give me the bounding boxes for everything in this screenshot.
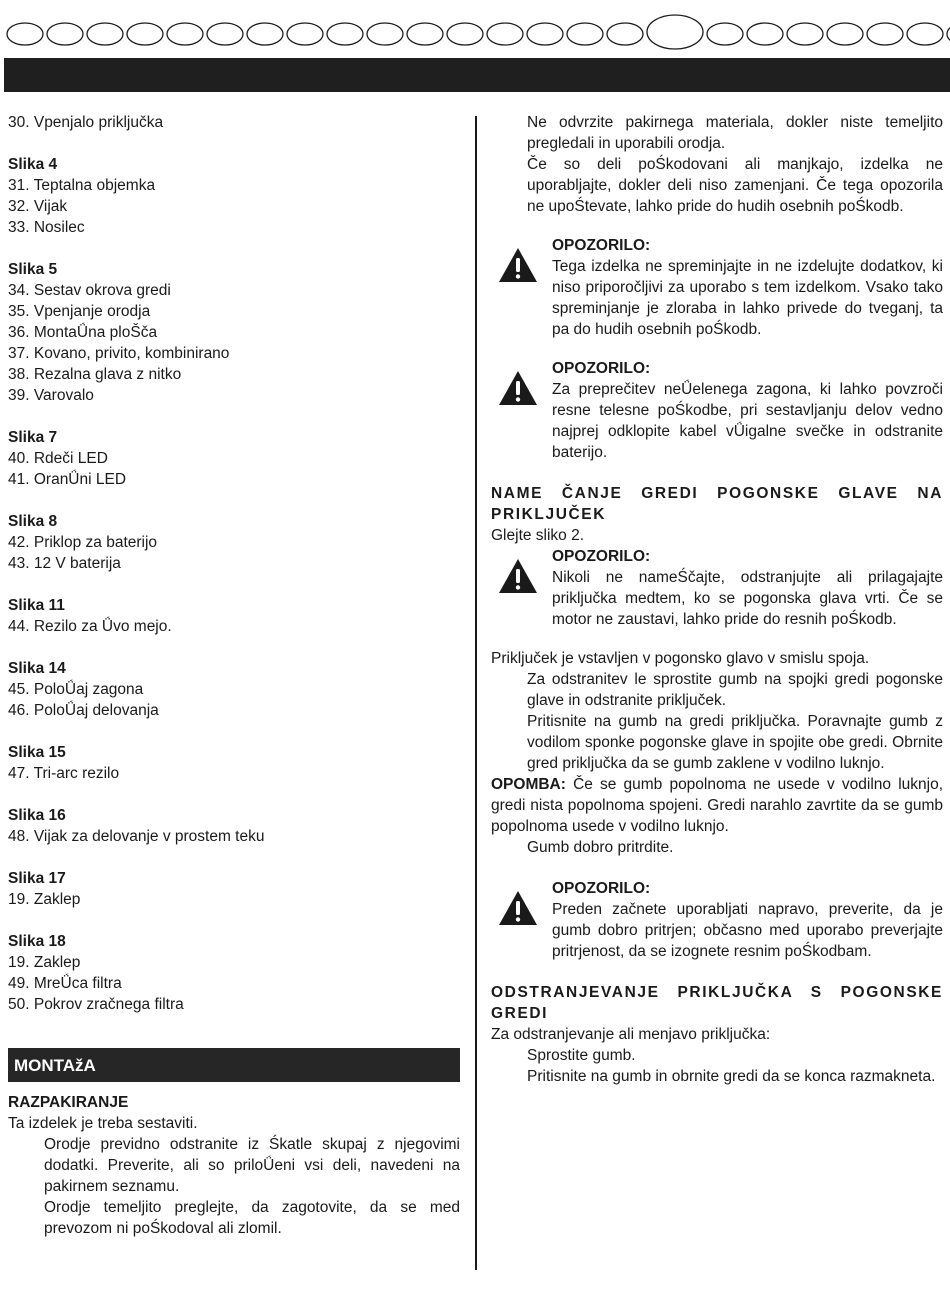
parts-list-item: 41. OranǗni LED [8,471,127,488]
header-oval [707,23,743,45]
figure-title: Slika 16 [8,807,66,824]
parts-list-item: 47. Tri-arc rezilo [8,765,120,782]
montaza-heading: MONTAžA [8,1048,460,1082]
warning-triangle-icon [498,558,538,594]
right-column [491,112,943,1087]
parts-list-item: 31. Teptalna objemka [8,177,156,194]
section-title: ODSTRANJEVANJE PRIKLJUČKA S POGONSKE GREDI [491,984,943,1022]
parts-list-item: 33. Nosilec [8,219,85,236]
figure-title: Slika 5 [8,261,58,278]
header-oval [827,23,863,45]
parts-list-item: 34. Sestav okrova gredi [8,282,171,299]
parts-list-item: 19. Zaklep [8,891,81,908]
warning-text: Nikoli ne nameŚčajte, odstranjujte ali prilagajajte priključka medtem, ko se pogonska glava vrti. Če se motor ne zaustavi, lahko pride do resnih poŚkodb. [552,569,943,628]
header-oval [207,23,243,45]
parts-list-item: 45. PoloǗaj zagona [8,681,144,698]
figure-reference: Glejte sliko 2. [491,527,585,544]
parts-list-item: 38. Rezalna glava z nitko [8,366,182,383]
note-text: Če se gumb popolnoma ne usede v vodilno luknjo, gredi nista popolnoma spojeni. Gredi narahlo zavrtite da se gumb popolnoma usede v vodilno luknjo. [491,776,943,835]
unpacking-title: RAZPAKIRANJE [8,1094,129,1111]
warning-block [491,878,943,962]
warning-triangle-icon [498,247,538,283]
header-oval [167,23,203,45]
unpacking-paragraph: Orodje temeljito preglejte, da zagotovite, da se med prevozom ni poŚkodoval ali zlomil. [44,1199,460,1237]
figure-title: Slika 4 [8,156,58,173]
step-paragraph: Sprostite gumb. [527,1047,636,1064]
header-ovals [4,14,950,54]
parts-list-item: 49. MreǗca filtra [8,975,122,992]
warning-label: OPOZORILO: [552,237,651,254]
header-oval [127,23,163,45]
header-oval [247,23,283,45]
header-oval [527,23,563,45]
header-oval [447,23,483,45]
unpacking-paragraph: Orodje previdno odstranite iz Śkatle skupaj z njegovimi dodatki. Preverite, ali so priloǗeni vsi deli, navedeni na pakirnem seznamu. [44,1136,460,1195]
header-oval [487,23,523,45]
warning-block [491,358,943,463]
step-paragraph: Pritisnite na gumb in obrnite gredi da se konca razmakneta. [527,1068,936,1085]
section-intro: Za odstranjevanje ali menjavo priključka: [491,1026,771,1043]
figure-title: Slika 15 [8,744,66,761]
section-title: NAME ČANJE GREDI POGONSKE GLAVE NA PRIKLJUČEK [491,485,943,523]
header-oval [607,23,643,45]
warning-text: Preden začnete uporabljati napravo, preverite, da je gumb dobro pritrjen; občasno med uporabo preverjajte pritrjenost, da se izognete resnim poŚkodbam. [552,901,943,960]
warning-block [491,235,943,340]
figure-title: Slika 18 [8,933,66,950]
header-oval [567,23,603,45]
figure-group-18 [8,931,460,1015]
header-oval [287,23,323,45]
intro-paragraph: Če so deli poŚkodovani ali manjkajo, izdelka ne uporabljajte, dokler deli niso zamenjani. Če tega opozorila ne upoŚtevate, lahko pride do hudih osebnih poŚkodb. [527,156,943,215]
figure-group-8 [8,511,460,574]
warning-text: Tega izdelka ne spreminjajte in ne izdelujte dodatkov, ki niso priporočljivi za uporabo s tem izdelkom. Vsako tako spreminjanje je zloraba in lahko privede do tveganj, ta pa do hudih osebnih poŚkodb. [552,258,943,338]
figure-group-16 [8,805,460,847]
header-bar [4,58,950,92]
parts-list-item: 43. 12 V baterija [8,555,121,572]
note-paragraph [491,774,943,837]
figure-group-4 [8,154,460,238]
header-oval [907,23,943,45]
step-paragraph: Za odstranitev le sprostite gumb na spojki gredi pogonske glave in odstranite priključek. [527,671,943,709]
warning-triangle-icon [498,890,538,926]
parts-list-item: 40. Rdeči LED [8,450,108,467]
figure-title: Slika 8 [8,513,58,530]
warning-label: OPOZORILO: [552,548,651,565]
header-oval [867,23,903,45]
figure-group-14 [8,658,460,721]
figure-title: Slika 7 [8,429,58,446]
header-oval [747,23,783,45]
section-intro: Priključek je vstavljen v pogonsko glavo v smislu spoja. [491,650,870,667]
parts-list-item: 48. Vijak za delovanje v prostem teku [8,828,265,845]
figure-title: Slika 17 [8,870,66,887]
step-paragraph: Gumb dobro pritrdite. [527,839,674,856]
header-oval [787,23,823,45]
parts-list-item: 46. PoloǗaj delovanja [8,702,159,719]
figure-group-15 [8,742,460,784]
parts-list-item: 36. MontaǗna ploŠča [8,324,158,341]
header-oval [87,23,123,45]
parts-list-item: 35. Vpenjanje orodja [8,303,151,320]
figure-title: Slika 11 [8,597,65,614]
header-oval [647,15,703,49]
left-column [8,112,460,1239]
header-oval [7,23,43,45]
figure-group-17 [8,868,460,910]
header-oval [47,23,83,45]
parts-list-item: 19. Zaklep [8,954,81,971]
parts-list-item: 50. Pokrov zračnega filtra [8,996,184,1013]
parts-list-item: 32. Vijak [8,198,68,215]
parts-list-item: 37. Kovano, privito, kombinirano [8,345,230,362]
parts-list-item: 30. Vpenjalo priključka [8,114,164,131]
figure-group-11 [8,595,460,637]
parts-list-item: 39. Varovalo [8,387,94,404]
warning-block [491,546,943,630]
figure-title: Slika 14 [8,660,66,677]
intro-paragraph: Ne odvrzite pakirnega materiala, dokler niste temeljito pregledali in uporabili orodja. [527,114,943,152]
warning-label: OPOZORILO: [552,880,651,897]
warning-triangle-icon [498,370,538,406]
parts-list-item: 44. Rezilo za Ǘvo mejo. [8,618,172,635]
note-label: OPOMBA: [491,776,566,793]
header-oval [367,23,403,45]
step-paragraph: Pritisnite na gumb na gredi priključka. Poravnajte gumb z vodilom sponke pogonske glave in spojite obe gredi. Obrnite gred priključka da se gumb zaklene v vodilno luknjo. [527,713,943,772]
header-oval [407,23,443,45]
figure-group-7 [8,427,460,490]
figure-group-5 [8,259,460,406]
warning-text: Za preprečitev neǗelenega zagona, ki lahko povzroči resne telesne poŚkodbe, pri sestavljanju delov vedno najprej odklopite kabel vǗigalne svečke in odstranite baterijo. [552,381,943,461]
unpacking-intro: Ta izdelek je treba sestaviti. [8,1115,198,1132]
warning-label: OPOZORILO: [552,360,651,377]
column-divider [475,116,477,1270]
parts-list-item: 42. Priklop za baterijo [8,534,158,551]
header-oval [327,23,363,45]
